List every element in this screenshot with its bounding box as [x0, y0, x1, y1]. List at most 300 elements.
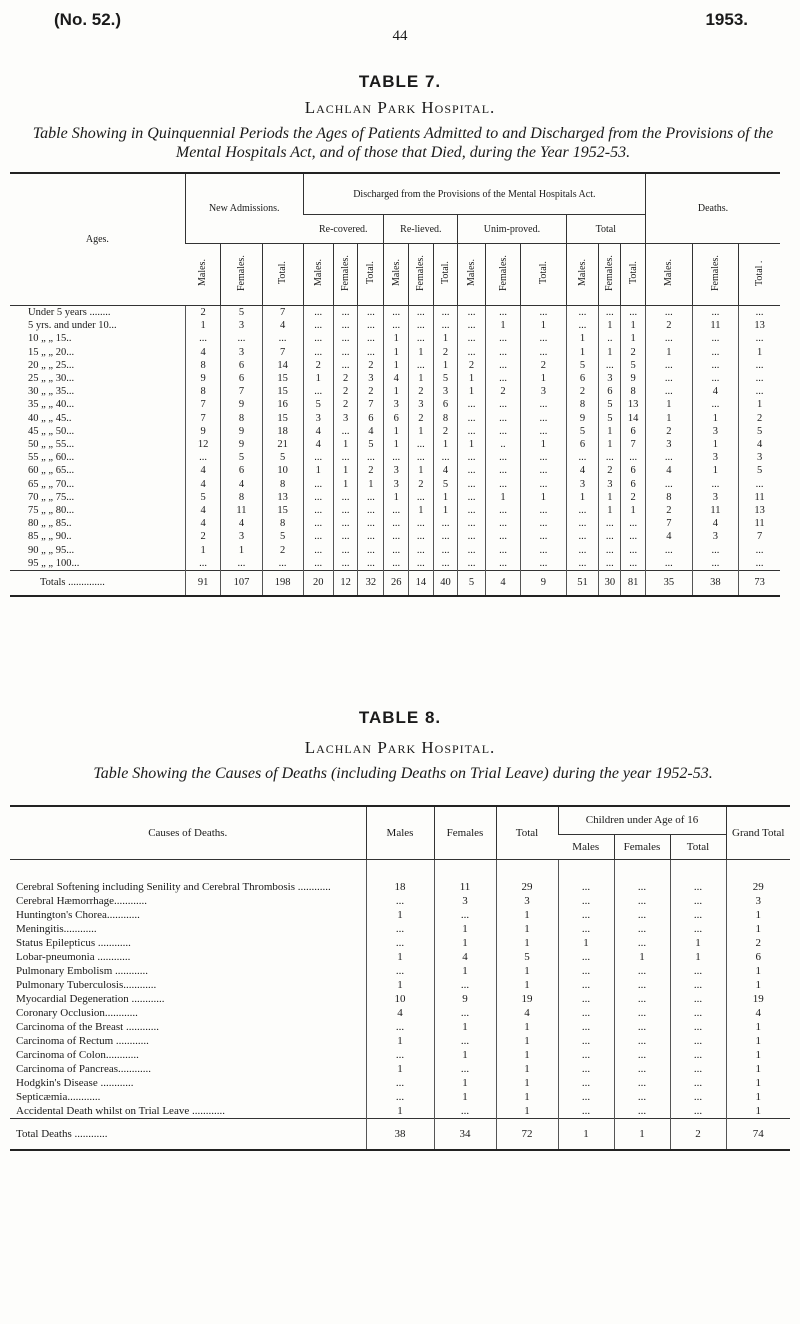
count-cell: 1 — [726, 908, 790, 922]
count-cell: 1 — [692, 412, 739, 425]
count-cell: 3 — [496, 894, 558, 908]
count-cell: ... — [358, 530, 384, 543]
table-row — [10, 1006, 790, 1020]
count-cell: 1 — [726, 1034, 790, 1048]
count-cell: ... — [333, 319, 358, 332]
table-row — [10, 504, 780, 517]
count-cell: ... — [384, 319, 409, 332]
count-cell: ... — [384, 306, 409, 320]
count-cell: 18 — [366, 860, 434, 895]
count-cell: ... — [599, 517, 621, 530]
count-cell: ... — [458, 517, 485, 530]
table-row — [10, 1048, 790, 1062]
age-range-cell: 10 „ „ 15.. — [28, 333, 72, 345]
count-cell: 1 — [726, 1062, 790, 1076]
count-cell: 15 — [262, 385, 303, 398]
total-cell: 5 — [458, 571, 485, 597]
count-cell: ... — [614, 908, 670, 922]
count-cell: 1 — [433, 491, 458, 504]
header-relieved: Re-lieved. — [384, 215, 458, 244]
count-cell: ... — [433, 544, 458, 557]
total-cell: 32 — [358, 571, 384, 597]
cause-cell: Pulmonary Tuberculosis............ — [16, 979, 157, 991]
count-cell: 4 — [185, 346, 221, 359]
total-cell: 12 — [333, 571, 358, 597]
count-cell: 3 — [692, 425, 739, 438]
count-cell: 3 — [692, 451, 739, 464]
table-row — [10, 1034, 790, 1048]
age-range-cell: 95 „ „ 100... — [28, 557, 80, 569]
count-cell: 3 — [221, 530, 262, 543]
count-cell: ... — [614, 992, 670, 1006]
count-cell: 4 — [496, 1006, 558, 1020]
count-cell: 1 — [366, 978, 434, 992]
count-cell: 1 — [692, 438, 739, 451]
count-cell: ... — [221, 557, 262, 571]
count-cell: ... — [739, 557, 780, 571]
count-cell: ... — [521, 530, 566, 543]
count-cell: ... — [566, 306, 599, 320]
count-cell: ... — [366, 1020, 434, 1034]
count-cell: 15 — [262, 504, 303, 517]
count-cell: 1 — [692, 464, 739, 477]
count-cell: ... — [333, 491, 358, 504]
count-cell: 2 — [485, 385, 521, 398]
total-cell: 34 — [434, 1119, 496, 1151]
count-cell: 5 — [621, 359, 646, 372]
count-cell: ... — [434, 1062, 496, 1076]
count-cell: 1 — [333, 464, 358, 477]
count-cell: ... — [599, 557, 621, 571]
count-cell: ... — [485, 517, 521, 530]
count-cell: ... — [433, 319, 458, 332]
count-cell: ... — [358, 319, 384, 332]
count-cell: 9 — [434, 992, 496, 1006]
count-cell: 7 — [739, 530, 780, 543]
count-cell: ... — [384, 451, 409, 464]
count-cell: ... — [409, 319, 434, 332]
table7-caption: Table Showing in Quinquennial Periods the Ages of Patients Admitted to and Discharged from the Provisions of the Mental Hospitals Act, and of those that Died, during the Year 1952-53. — [32, 125, 774, 161]
count-cell: 1 — [434, 964, 496, 978]
table-row — [10, 978, 790, 992]
count-cell: 2 — [458, 359, 485, 372]
count-cell: 1 — [434, 936, 496, 950]
age-range-cell: 30 „ „ 35... — [28, 386, 75, 398]
table-row — [10, 908, 790, 922]
table-row — [10, 438, 780, 451]
age-range-cell: 80 „ „ 85.. — [28, 518, 72, 530]
count-cell: ... — [614, 936, 670, 950]
table-row — [10, 398, 780, 411]
count-cell: 1 — [521, 319, 566, 332]
count-cell: ... — [485, 359, 521, 372]
count-cell: ... — [558, 908, 614, 922]
count-cell: ... — [458, 306, 485, 320]
count-cell: ... — [409, 306, 434, 320]
count-cell: ... — [599, 359, 621, 372]
count-cell: 3 — [566, 478, 599, 491]
count-cell: ... — [599, 451, 621, 464]
count-cell: 2 — [262, 544, 303, 557]
table-row — [10, 936, 790, 950]
count-cell: ... — [670, 894, 726, 908]
header-males: Males. — [312, 259, 324, 287]
table-row — [10, 992, 790, 1006]
count-cell: 14 — [621, 412, 646, 425]
count-cell: ... — [485, 398, 521, 411]
count-cell: 1 — [566, 491, 599, 504]
count-cell: ... — [739, 359, 780, 372]
header-total: Total. — [365, 261, 377, 285]
count-cell: ... — [485, 425, 521, 438]
count-cell: 1 — [739, 398, 780, 411]
count-cell: 4 — [692, 517, 739, 530]
age-range-cell: 90 „ „ 95... — [28, 544, 75, 556]
count-cell: 10 — [262, 464, 303, 477]
count-cell: 3 — [333, 412, 358, 425]
count-cell: 6 — [599, 385, 621, 398]
count-cell: ... — [333, 517, 358, 530]
count-cell: 3 — [221, 319, 262, 332]
count-cell: ... — [409, 332, 434, 345]
count-cell: ... — [358, 346, 384, 359]
count-cell: 3 — [521, 385, 566, 398]
count-cell: 5 — [739, 464, 780, 477]
count-cell: 1 — [384, 359, 409, 372]
count-cell: 5 — [496, 950, 558, 964]
count-cell: ... — [433, 306, 458, 320]
count-cell: 5 — [739, 425, 780, 438]
count-cell: ... — [485, 544, 521, 557]
count-cell: 2 — [358, 359, 384, 372]
count-cell: ... — [670, 1104, 726, 1119]
count-cell: 5 — [303, 398, 333, 411]
age-range-cell: 35 „ „ 40... — [28, 399, 75, 411]
count-cell: 9 — [621, 372, 646, 385]
count-cell: ... — [692, 372, 739, 385]
count-cell: 3 — [739, 451, 780, 464]
count-cell: ... — [692, 359, 739, 372]
count-cell: ... — [670, 992, 726, 1006]
header-ages: Ages. — [10, 173, 185, 306]
total-cell: 35 — [646, 571, 693, 597]
count-cell: ... — [521, 398, 566, 411]
count-cell: 4 — [646, 530, 693, 543]
document-number: (No. 52.) — [54, 10, 122, 29]
count-cell: ... — [458, 544, 485, 557]
count-cell: 1 — [599, 346, 621, 359]
count-cell: 2 — [303, 359, 333, 372]
header-children-under-16: Children under Age of 16 — [558, 806, 726, 834]
count-cell: ... — [558, 1104, 614, 1119]
count-cell: 1 — [434, 1090, 496, 1104]
total-cell: 81 — [621, 571, 646, 597]
table-row — [10, 346, 780, 359]
count-cell: 1 — [496, 1090, 558, 1104]
count-cell: 7 — [621, 438, 646, 451]
cause-cell: Carcinoma of Colon............ — [16, 1049, 139, 1061]
count-cell: ... — [566, 517, 599, 530]
count-cell: 5 — [566, 425, 599, 438]
count-cell: ... — [621, 557, 646, 571]
count-cell: ... — [566, 530, 599, 543]
count-cell: ... — [558, 1048, 614, 1062]
count-cell: 5 — [262, 530, 303, 543]
count-cell: ... — [646, 385, 693, 398]
count-cell: ... — [384, 557, 409, 571]
count-cell: ... — [303, 319, 333, 332]
count-cell: ... — [621, 530, 646, 543]
count-cell: 5 — [185, 491, 221, 504]
count-cell: ... — [566, 451, 599, 464]
count-cell: ... — [409, 451, 434, 464]
totals-label: Total Deaths ............ — [10, 1119, 366, 1151]
count-cell: 7 — [262, 346, 303, 359]
count-cell: 3 — [599, 372, 621, 385]
count-cell: ... — [333, 425, 358, 438]
count-cell: 7 — [185, 412, 221, 425]
total-cell: 107 — [221, 571, 262, 597]
count-cell: ... — [614, 1090, 670, 1104]
age-range-cell: 65 „ „ 70... — [28, 478, 75, 490]
count-cell: ... — [670, 860, 726, 895]
count-cell: ... — [614, 1062, 670, 1076]
count-cell: ... — [409, 491, 434, 504]
count-cell: 1 — [670, 950, 726, 964]
total-cell: 198 — [262, 571, 303, 597]
count-cell: ... — [409, 557, 434, 571]
count-cell: 1 — [434, 922, 496, 936]
count-cell: ... — [458, 346, 485, 359]
count-cell: ... — [458, 557, 485, 571]
header-total: Total . — [754, 260, 766, 286]
total-cell: 14 — [409, 571, 434, 597]
count-cell: 1 — [433, 438, 458, 451]
count-cell: ... — [358, 332, 384, 345]
header-females: Females. — [415, 255, 427, 291]
count-cell: .. — [485, 438, 521, 451]
count-cell: ... — [621, 544, 646, 557]
count-cell: ... — [303, 478, 333, 491]
count-cell: ... — [485, 451, 521, 464]
table-row — [10, 385, 780, 398]
count-cell: 1 — [599, 425, 621, 438]
count-cell: 7 — [646, 517, 693, 530]
count-cell: ... — [433, 557, 458, 571]
count-cell: 1 — [433, 332, 458, 345]
count-cell: 1 — [303, 372, 333, 385]
header-females: Females — [434, 806, 496, 860]
count-cell: 4 — [221, 478, 262, 491]
count-cell: 9 — [185, 372, 221, 385]
count-cell: ... — [262, 557, 303, 571]
count-cell: 5 — [599, 398, 621, 411]
count-cell: ... — [599, 306, 621, 320]
count-cell: ... — [458, 530, 485, 543]
count-cell: 29 — [726, 860, 790, 895]
count-cell: 2 — [521, 359, 566, 372]
count-cell: 2 — [726, 936, 790, 950]
count-cell: ... — [366, 964, 434, 978]
count-cell: 4 — [726, 1006, 790, 1020]
count-cell: 1 — [599, 438, 621, 451]
count-cell: ... — [670, 1076, 726, 1090]
count-cell: 11 — [692, 319, 739, 332]
count-cell: ... — [434, 908, 496, 922]
count-cell: 1 — [646, 398, 693, 411]
count-cell: 8 — [185, 385, 221, 398]
header-unimproved: Unim-proved. — [458, 215, 566, 244]
count-cell: 9 — [566, 412, 599, 425]
count-cell: 4 — [358, 425, 384, 438]
count-cell: 2 — [358, 464, 384, 477]
total-cell: 2 — [670, 1119, 726, 1151]
table7-body — [10, 306, 780, 597]
header-males: Males. — [576, 259, 588, 287]
table-row — [10, 425, 780, 438]
table8-title: TABLE 8. — [358, 708, 442, 727]
table-row — [10, 517, 780, 530]
count-cell: 1 — [599, 491, 621, 504]
count-cell: 1 — [458, 438, 485, 451]
count-cell: 1 — [726, 1048, 790, 1062]
table-row — [10, 557, 780, 571]
count-cell: ... — [333, 530, 358, 543]
count-cell: ... — [739, 372, 780, 385]
total-cell: 72 — [496, 1119, 558, 1151]
count-cell: 1 — [496, 1048, 558, 1062]
cause-cell: Pulmonary Embolism ............ — [16, 965, 148, 977]
count-cell: ... — [384, 504, 409, 517]
count-cell: ... — [739, 385, 780, 398]
header-females: Females. — [497, 255, 509, 291]
age-range-cell: Under 5 years ........ — [28, 307, 111, 318]
count-cell: ... — [614, 1048, 670, 1062]
count-cell: 1 — [614, 950, 670, 964]
cause-cell: Myocardial Degeneration ............ — [16, 993, 165, 1005]
count-cell: 1 — [599, 504, 621, 517]
table-row — [10, 922, 790, 936]
count-cell: 1 — [621, 332, 646, 345]
header-males: Males. — [197, 259, 209, 287]
count-cell: 2 — [333, 385, 358, 398]
count-cell: 8 — [221, 412, 262, 425]
count-cell: 1 — [185, 319, 221, 332]
count-cell: 1 — [458, 385, 485, 398]
count-cell: ... — [521, 544, 566, 557]
count-cell: 11 — [739, 517, 780, 530]
count-cell: 13 — [621, 398, 646, 411]
count-cell: 1 — [409, 464, 434, 477]
count-cell: ... — [521, 306, 566, 320]
count-cell: 1 — [333, 438, 358, 451]
total-cell: 73 — [739, 571, 780, 597]
header-grand-total: Grand Total — [726, 806, 790, 860]
header-child-males: Males — [558, 834, 614, 859]
count-cell: ... — [558, 1006, 614, 1020]
count-cell: 4 — [262, 319, 303, 332]
count-cell: ... — [262, 332, 303, 345]
count-cell: 8 — [646, 491, 693, 504]
count-cell: ... — [303, 385, 333, 398]
count-cell: 5 — [221, 451, 262, 464]
count-cell: 11 — [739, 491, 780, 504]
table-row — [10, 319, 780, 332]
count-cell: 9 — [221, 398, 262, 411]
document-year: 1953. — [705, 10, 748, 29]
count-cell: ... — [358, 557, 384, 571]
table-row — [10, 478, 780, 491]
count-cell: ... — [558, 922, 614, 936]
count-cell: 5 — [433, 372, 458, 385]
count-cell: ... — [303, 557, 333, 571]
header-males: Males. — [466, 259, 478, 287]
count-cell: ... — [739, 478, 780, 491]
count-cell: ... — [458, 504, 485, 517]
count-cell: ... — [558, 978, 614, 992]
count-cell: ... — [614, 978, 670, 992]
table-row — [10, 1020, 790, 1034]
count-cell: ... — [558, 894, 614, 908]
count-cell: 1 — [434, 1020, 496, 1034]
age-range-cell: 85 „ „ 90.. — [28, 531, 72, 543]
count-cell: ... — [614, 1076, 670, 1090]
count-cell: ... — [485, 346, 521, 359]
count-cell: 1 — [726, 1076, 790, 1090]
count-cell: ... — [566, 504, 599, 517]
count-cell: ... — [366, 936, 434, 950]
count-cell: 5 — [599, 412, 621, 425]
table-row — [10, 1090, 790, 1104]
header-females: Females. — [709, 255, 721, 291]
count-cell: 2 — [599, 464, 621, 477]
header-males: Males. — [663, 259, 675, 287]
count-cell: .. — [599, 332, 621, 345]
count-cell: ... — [614, 964, 670, 978]
count-cell: 1 — [384, 438, 409, 451]
count-cell: 1 — [496, 1020, 558, 1034]
count-cell: 1 — [521, 438, 566, 451]
count-cell: ... — [458, 398, 485, 411]
count-cell: 1 — [566, 346, 599, 359]
count-cell: 1 — [358, 478, 384, 491]
count-cell: ... — [521, 557, 566, 571]
table-row — [10, 950, 790, 964]
count-cell: 2 — [185, 306, 221, 320]
count-cell: ... — [221, 332, 262, 345]
count-cell: 2 — [185, 530, 221, 543]
count-cell: ... — [333, 557, 358, 571]
count-cell: ... — [599, 544, 621, 557]
header-discharged: Discharged from the Provisions of the Mental Hospitals Act. — [303, 173, 645, 215]
count-cell: ... — [692, 557, 739, 571]
header-total: Total. — [627, 261, 639, 285]
count-cell: 1 — [409, 504, 434, 517]
count-cell: ... — [485, 412, 521, 425]
count-cell: 19 — [726, 992, 790, 1006]
count-cell: ... — [358, 491, 384, 504]
count-cell: 8 — [621, 385, 646, 398]
count-cell: 1 — [726, 1020, 790, 1034]
count-cell: ... — [485, 530, 521, 543]
count-cell: 2 — [646, 504, 693, 517]
header-females: Females. — [235, 255, 247, 291]
count-cell: 3 — [303, 412, 333, 425]
count-cell: ... — [358, 504, 384, 517]
total-cell: 74 — [726, 1119, 790, 1151]
header-females: Females. — [604, 255, 616, 291]
count-cell: 1 — [458, 372, 485, 385]
